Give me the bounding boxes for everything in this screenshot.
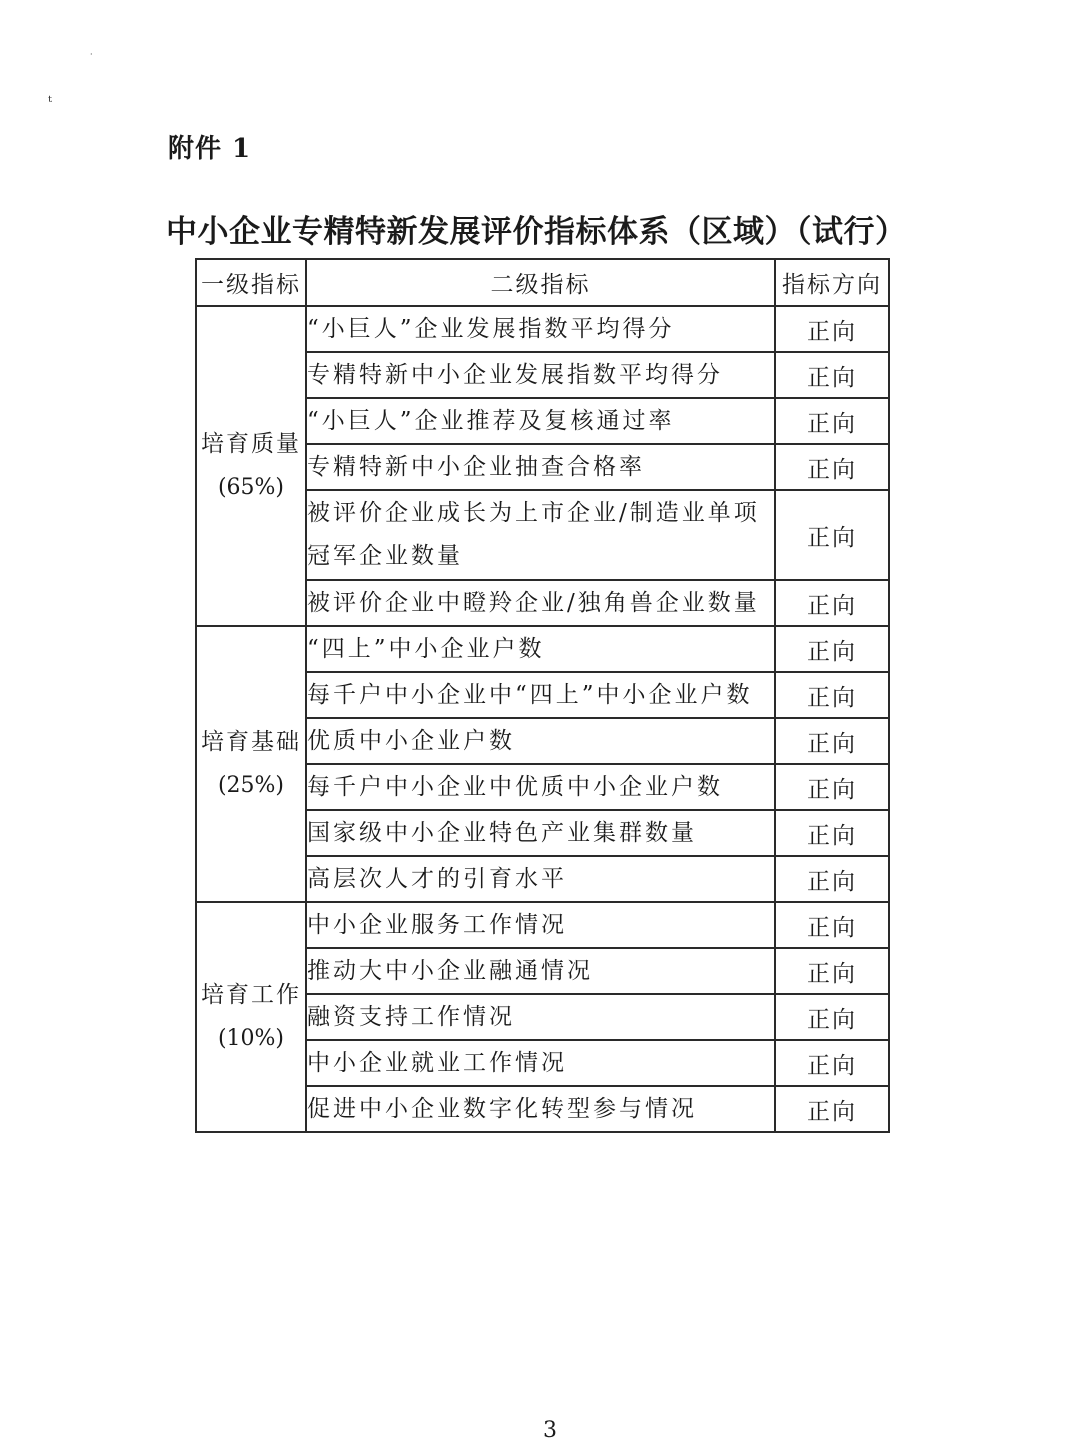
secondary-indicator: 被评价企业成长为上市企业/制造业单项冠军企业数量 [306,490,775,580]
secondary-indicator: 国家级中小企业特色产业集群数量 [306,810,775,856]
primary-indicator-cell [196,306,306,626]
secondary-indicator: 每千户中小企业中优质中小企业户数 [306,764,775,810]
column-header-secondary: 二级指标 [306,259,775,306]
indicator-direction: 正向 [775,994,889,1040]
primary-indicator-name: 培育质量 [201,431,301,457]
secondary-indicator: 被评价企业中瞪羚企业/独角兽企业数量 [306,580,775,626]
secondary-indicator: 高层次人才的引育水平 [306,856,775,902]
indicator-direction: 正向 [775,902,889,948]
secondary-indicator: “小巨人”企业推荐及复核通过率 [306,398,775,444]
indicator-direction: 正向 [775,580,889,626]
secondary-indicator: 优质中小企业户数 [306,718,775,764]
table-row [196,306,889,352]
primary-indicator-weight: (10%) [217,1026,285,1051]
secondary-indicator: 专精特新中小企业发展指数平均得分 [306,352,775,398]
primary-indicator-weight: (65%) [217,475,285,500]
secondary-indicator: “小巨人”企业发展指数平均得分 [306,306,775,352]
secondary-indicator: 推动大中小企业融通情况 [306,948,775,994]
table-header-row [196,259,889,306]
indicator-direction: 正向 [775,398,889,444]
secondary-indicator: 中小企业就业工作情况 [306,1040,775,1086]
indicator-direction: 正向 [775,810,889,856]
column-header-primary: 一级指标 [196,259,306,306]
primary-indicator-weight: (25%) [217,773,285,798]
indicator-direction: 正向 [775,626,889,672]
indicator-direction: 正向 [775,764,889,810]
indicator-direction: 正向 [775,856,889,902]
indicator-direction: 正向 [775,672,889,718]
indicator-table [195,258,890,1133]
primary-indicator-cell [196,626,306,902]
document-title: 中小企业专精特新发展评价指标体系（区域）（试行） [166,214,907,250]
indicator-direction: 正向 [775,352,889,398]
indicator-direction: 正向 [775,1086,889,1132]
secondary-indicator: “四上”中小企业户数 [306,626,775,672]
page-number: 3 [543,1418,557,1443]
secondary-indicator: 每千户中小企业中“四上”中小企业户数 [306,672,775,718]
indicator-direction: 正向 [775,718,889,764]
scan-speck: · [90,50,93,59]
table-row [196,626,889,672]
column-header-direction: 指标方向 [775,259,889,306]
indicator-direction: 正向 [775,1040,889,1086]
indicator-direction: 正向 [775,948,889,994]
table-row [196,902,889,948]
indicator-direction: 正向 [775,490,889,580]
secondary-indicator: 融资支持工作情况 [306,994,775,1040]
primary-indicator-name: 培育工作 [201,982,301,1008]
secondary-indicator: 专精特新中小企业抽查合格率 [306,444,775,490]
scan-speck: ᵗ [48,92,52,111]
attachment-label: 附件 1 [168,134,252,164]
primary-indicator-cell [196,902,306,1132]
indicator-direction: 正向 [775,444,889,490]
secondary-indicator: 中小企业服务工作情况 [306,902,775,948]
primary-indicator-name: 培育基础 [201,729,301,755]
indicator-direction: 正向 [775,306,889,352]
secondary-indicator: 促进中小企业数字化转型参与情况 [306,1086,775,1132]
